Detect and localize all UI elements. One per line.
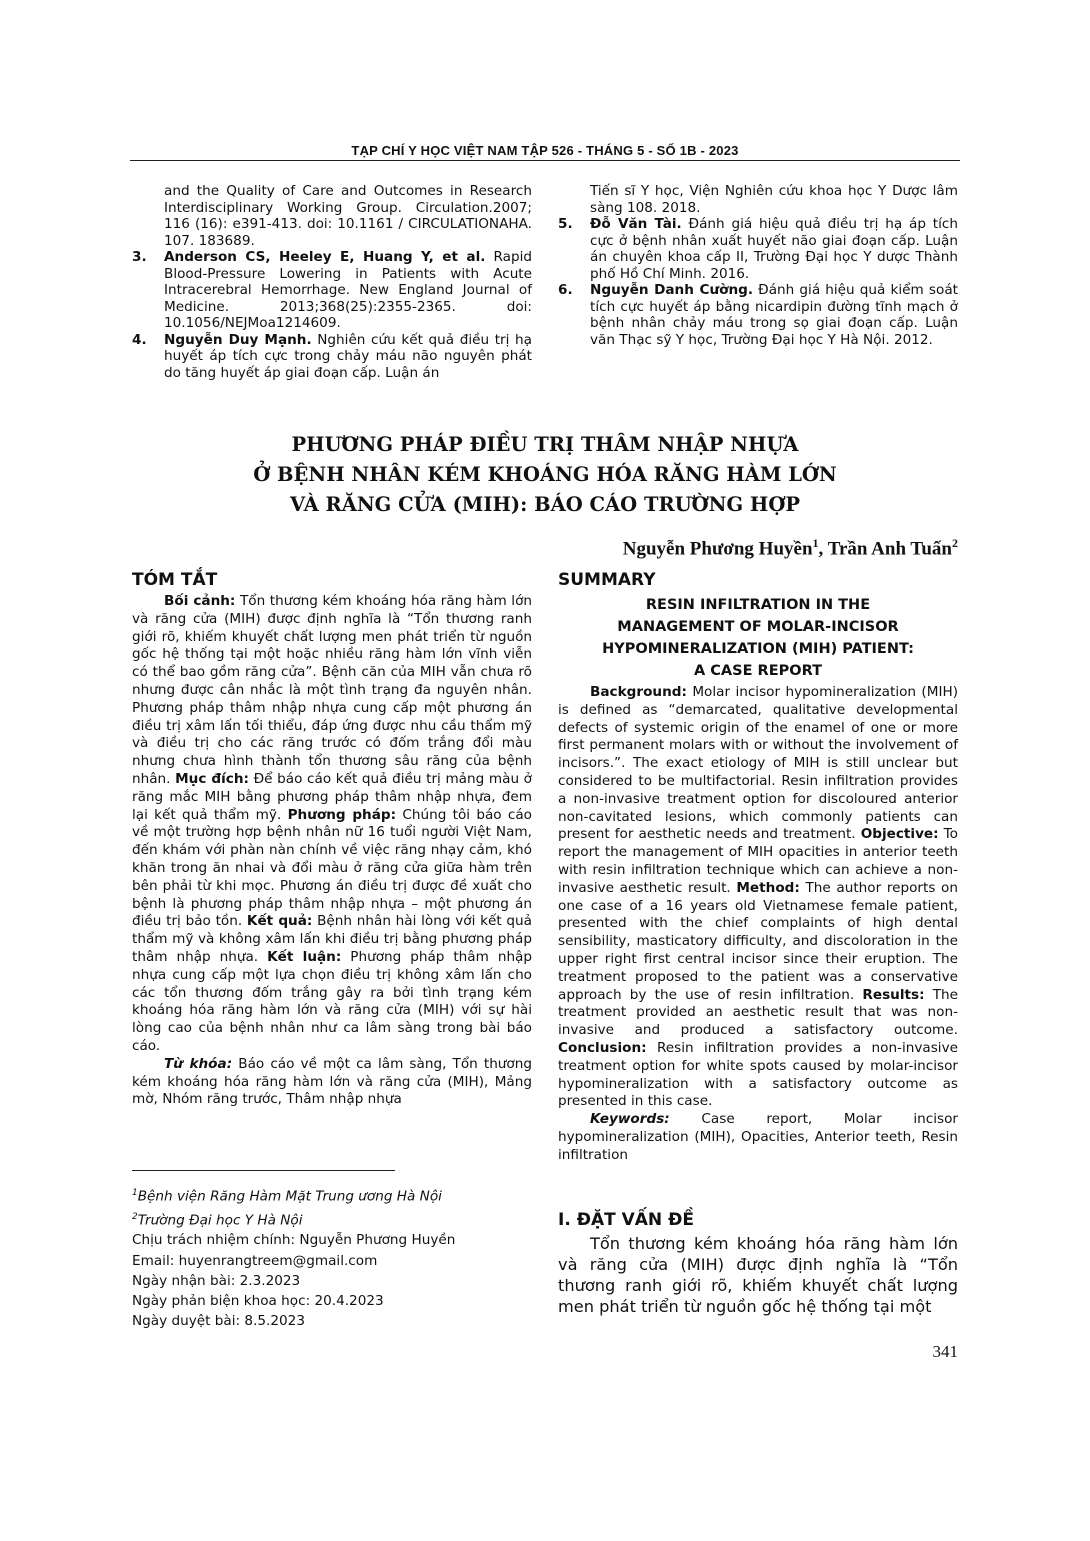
author-name: Nguyễn Phương Huyền	[622, 538, 813, 560]
introduction-paragraph: Tổn thương kém khoáng hóa răng hàm lớn và răng cửa (MIH) được định nghĩa là “Tổn thương ranh giới rõ, khiếm khuyết chất lượng men phát triển từ nguồn gốc hệ thống tại một	[558, 1234, 958, 1316]
date-reviewed: Ngày phản biện khoa học: 20.4.2023	[132, 1293, 384, 1310]
date-received: Ngày nhận bài: 2.3.2023	[132, 1272, 301, 1289]
corresponding-email: Email: huyenrangtreem@gmail.com	[132, 1252, 378, 1269]
english-title: RESIN INFILTRATION IN THE MANAGEMENT OF MOLAR-INCISOR HYPOMINERALIZATION (MIH) PATIENT: A CASE REPORT	[602, 597, 914, 679]
reference-item: and the Quality of Care and Outcomes in Research Interdisciplinary Working Group. Circulation.2007; 116 (16): e391-413. doi: 10.1161 / CIRCULATIONAHA. 107. 183689.	[164, 183, 532, 249]
affiliation-1: $^1$Bệnh viện Răng Hàm Mặt Trung ương Hà Nội	[132, 1188, 442, 1205]
reference-item: 4. Nguyễn Duy Mạnh. Nghiên cứu kết quả điều trị hạ huyết áp tích cực trong chảy máu não nguyên phát do tăng huyết áp giai đoạn cấp. Luận án	[132, 331, 532, 381]
reference-item: 6. Nguyễn Danh Cường. Đánh giá hiệu quả kiểm soát tích cực huyết áp bằng nicardipin đường tĩnh mạch ở bệnh nhân chảy máu trong sọ giai đoạn cấp. Luận văn Thạc sỹ Y học, Trường Đại học Y Hà Nội. 2012.	[558, 282, 958, 348]
footnote-divider	[132, 1170, 395, 1171]
summary-body: Background: Molar incisor hypomineralization (MIH) is defined as “demarcated, qualitative developmental defects of systemic origin of the enamel of one or more first permanent molars with or without the involvement of incisors.”. The exact etiology of MIH is still unclear but considered to be multifactorial. Resin infiltration provides a non-invasive treatment option for discoloured anterior non-cavitated lesions, which commonly patients can present for aesthetic needs and treatment. Objective: To report the management of MIH opacities in anterior teeth with resin infiltration technique which can achieve a non-invasive aesthetic result. Method: The author reports on one case of a 16 years old Vietnamese female patient, presented with the chief complaints of high dental sensibility, masticatory difficulty, and discoloration in the upper right first central incisor since their eruption. The treatment proposed to the patient was a conservative approach by the use of resin infiltration. Results: The treatment provided an aesthetic result that was non-invasive and produced a satisfactory outcome. Conclusion: Resin infiltration provides a non-invasive treatment option for white spots caused by molar-incisor hypomineralization with a satisfactory outcome as presented in this case.	[558, 684, 958, 1110]
page-number: 341	[932, 1342, 958, 1361]
abstract-body: Bối cảnh: Tổn thương kém khoáng hóa răng hàm lớn và răng cửa (MIH) được định nghĩa là “Tổn thương ranh giới rõ, khiếm khuyết chất lượng men phát triển từ nguồn gốc hệ thống tại một hoặc nhiều răng hàm lớn vĩnh viễn có thể bao gồm răng cửa”. Bệnh căn của MIH vẫn chưa rõ nhưng được cân nhắc là một tình trạng đa nguyên nhân. Phương pháp thâm nhập nhựa cung cấp một phương án điều trị xâm lấn tối thiểu, đáp ứng được nhu cầu thẩm mỹ và điều trị cho các răng trước có đốm trắng đổi màu nhưng chưa hình thành tổn thương sâu răng của bệnh nhân. Mục đích: Để báo cáo kết quả điều trị mảng màu ở răng mắc MIH bằng phương pháp thâm nhập nhựa, đem lại kết quả thẩm mỹ. Phương pháp: Chúng tôi báo cáo về một trường hợp bệnh nhân nữ 16 tuổi người Việt Nam, đến khám với phàn nàn chính về việc răng nhạy cảm, khó khăn trong ăn nhai và đổi màu ở răng cửa giữa hàm trên bên phải từ khi mọc. Phương án điều trị được đề xuất cho bệnh là phương pháp thâm nhập nhựa – một phương án điều trị bảo tồn. Kết quả: Bệnh nhân hài lòng với kết quả thẩm mỹ và không xâm lấn khi điều trị bằng phương pháp thâm nhập nhựa. Kết luận: Phương pháp thâm nhập nhựa cung cấp một lựa chọn điều trị không xâm lấn cho các tổn thương đốm trắng gây ra bởi tình trạng kém khoáng hóa răng hàm lớn và răng cửa (MIH) với sự hài lòng cao của bệnh nhân như ca lâm sàng trong bài báo cáo.	[132, 593, 533, 1054]
footnotes	[132, 1183, 532, 1331]
date-accepted: Ngày duyệt bài: 8.5.2023	[132, 1313, 305, 1330]
author-name: Trần Anh Tuấn	[827, 538, 952, 560]
affiliation-2: $^2$Trường Đại học Y Hà Nội	[132, 1211, 303, 1229]
abstract-english	[558, 570, 958, 1165]
author-list	[623, 536, 958, 560]
references-left-column	[132, 183, 532, 381]
affiliation-mark: 2	[952, 536, 958, 550]
abstract-vietnamese	[132, 570, 532, 1109]
section-heading-introduction: I. ĐẶT VẤN ĐỀ	[558, 1210, 694, 1230]
summary-heading: SUMMARY	[558, 570, 656, 590]
references-right-column	[558, 183, 958, 348]
reference-item: Tiến sĩ Y học, Viện Nghiên cứu khoa học Y Dược lâm sàng 108. 2018.	[590, 183, 958, 216]
title-line: PHƯƠNG PHÁP ĐIỀU TRỊ THÂM NHẬP NHỰA	[291, 433, 799, 456]
keywords: Từ khóa: Báo cáo về một ca lâm sàng, Tổn thương kém khoáng hóa răng hàm lớn và răng cửa (MIH), Mảng mờ, Nhóm răng trước, Thâm nhập nhựa	[132, 1055, 532, 1108]
keywords-en: Keywords: Case report, Molar incisor hypomineralization (MIH), Opacities, Anterior teeth, Resin infiltration	[558, 1111, 958, 1163]
journal-header: TẠP CHÍ Y HỌC VIỆT NAM TẬP 526 - THÁNG 5 - SỐ 1B - 2023	[351, 143, 739, 158]
affiliation-mark: 1	[812, 536, 819, 550]
reference-item: 5. Đỗ Văn Tài. Đánh giá hiệu quả điều trị hạ áp tích cực ở bệnh nhân xuất huyết não giai đoạn cấp. Luận án chuyên khoa cấp II, Trường Đại học Y dược Thành phố Hồ Chí Minh. 2016.	[558, 216, 958, 282]
title-line: VÀ RĂNG CỬA (MIH): BÁO CÁO TRƯỜNG HỢP	[289, 493, 800, 516]
abstract-heading: TÓM TẮT	[132, 570, 218, 590]
title-line: Ở BỆNH NHÂN KÉM KHOÁNG HÓA RĂNG HÀM LỚN	[253, 463, 837, 486]
article-title	[130, 430, 960, 520]
reference-item: 3. Anderson CS, Heeley E, Huang Y, et al. Rapid Blood-Pressure Lowering in Patients with Acute Intracerebral Hemorrhage. New England Journal of Medicine. 2013;368(25):2355-2365. doi: 10.1056/NEJMoa1214609.	[132, 249, 532, 331]
author-separator: ,	[818, 538, 828, 560]
corresponding-author: Chịu trách nhiệm chính: Nguyễn Phương Huyền	[132, 1232, 456, 1249]
header-rule	[130, 160, 960, 161]
